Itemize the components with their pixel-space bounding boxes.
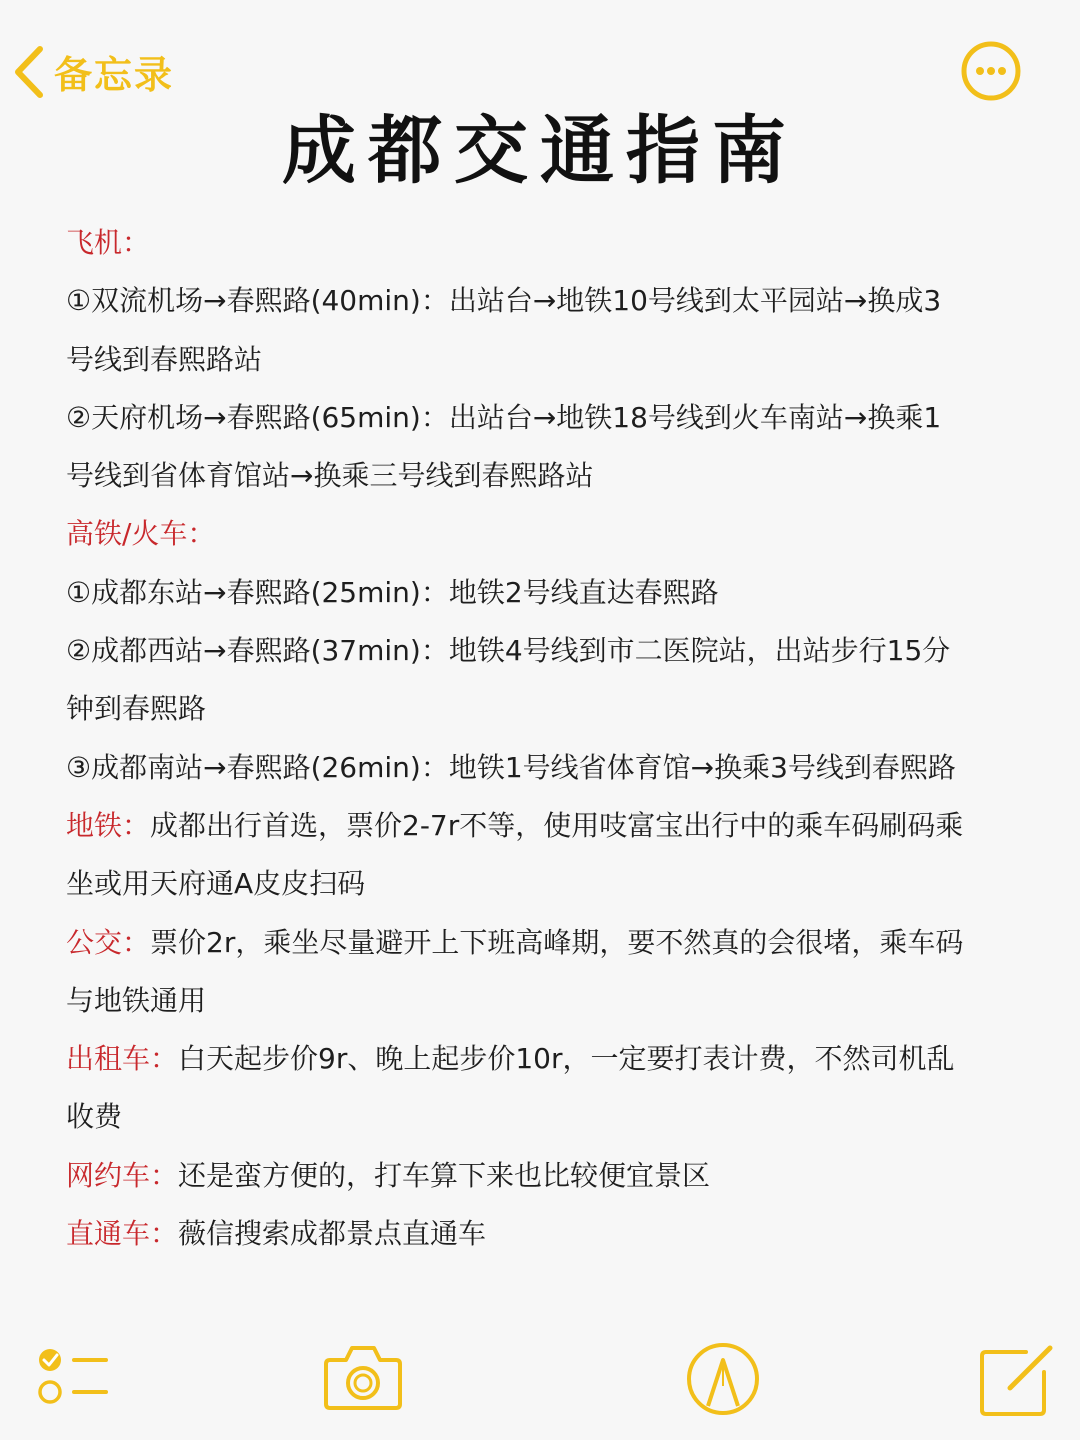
- line-text: 还是蛮方便的，打车算下来也比较便宜景区: [178, 1158, 711, 1192]
- note-line: [66, 505, 1026, 563]
- note-line: [66, 447, 1026, 505]
- note-line: [66, 855, 1026, 913]
- line-text: ①成都东站→春熙路(25min)：地铁2号线直达春熙路: [66, 575, 719, 609]
- line-text: 号线到省体育馆站→换乘三号线到春熙路站: [66, 459, 594, 493]
- line-text: 成都出行首选，票价2-7r不等，使用吱富宝出行中的乘车码刷码乘: [150, 808, 964, 842]
- note-line: [66, 739, 1026, 797]
- note-line: [66, 564, 1026, 622]
- note-line: [66, 272, 1026, 330]
- note-line: [66, 1088, 1026, 1146]
- section-label: 出租车：: [66, 1042, 179, 1076]
- section-label: 网约车：: [66, 1158, 179, 1192]
- line-text: ②天府机场→春熙路(65min)：出站台→地铁18号线到火车南站→换乘1: [66, 400, 942, 434]
- note-line: [66, 214, 1026, 272]
- note-line: [66, 914, 1026, 972]
- line-text: 坐或用天府通A皮皮扫码: [66, 867, 366, 901]
- markup-pen-icon[interactable]: [684, 1340, 762, 1418]
- note-line: [66, 680, 1026, 738]
- section-label: 直通车：: [66, 1217, 179, 1251]
- line-text: ①双流机场→春熙路(40min)：出站台→地铁10号线到太平园站→换成3: [66, 284, 942, 318]
- line-text: 收费: [66, 1100, 123, 1134]
- line-text: 票价2r，乘坐尽量避开上下班高峰期，要不然真的会很堵，乘车码: [150, 925, 964, 959]
- section-label: 公交：: [66, 925, 151, 959]
- compose-icon[interactable]: [976, 1342, 1056, 1418]
- line-text: ③成都南站→春熙路(26min)：地铁1号线省体育馆→换乘3号线到春熙路: [66, 750, 956, 784]
- bottom-toolbar: [0, 1330, 1080, 1440]
- line-text: 薇信搜索成都景点直通车: [178, 1217, 487, 1251]
- line-text: 钟到春熙路: [66, 692, 207, 726]
- back-label: 备忘录: [54, 53, 175, 97]
- line-text: 号线到春熙路站: [66, 342, 263, 376]
- chevron-left-icon: [14, 45, 44, 99]
- note-line: [66, 389, 1026, 447]
- note-title: 成都交通指南: [282, 108, 798, 194]
- note-line: [66, 972, 1026, 1030]
- camera-icon[interactable]: [322, 1340, 404, 1412]
- note-line: [66, 622, 1026, 680]
- note-line: [66, 1030, 1026, 1088]
- line-text: 与地铁通用: [66, 983, 207, 1017]
- note-line: [66, 331, 1026, 389]
- line-text: 白天起步价9r、晚上起步价10r，一定要打表计费，不然司机乱: [178, 1042, 955, 1076]
- section-label: 高铁/火车：: [66, 517, 216, 551]
- note-line: [66, 797, 1026, 855]
- section-label: 地铁：: [66, 808, 151, 842]
- note-line: [66, 1147, 1026, 1205]
- note-body[interactable]: [66, 214, 1026, 1263]
- line-text: ②成都西站→春熙路(37min)：地铁4号线到市二医院站，出站步行15分: [66, 634, 951, 668]
- note-line: [66, 1205, 1026, 1263]
- checklist-icon[interactable]: [36, 1344, 110, 1410]
- section-label: 飞机：: [66, 226, 151, 259]
- back-button[interactable]: [14, 44, 174, 99]
